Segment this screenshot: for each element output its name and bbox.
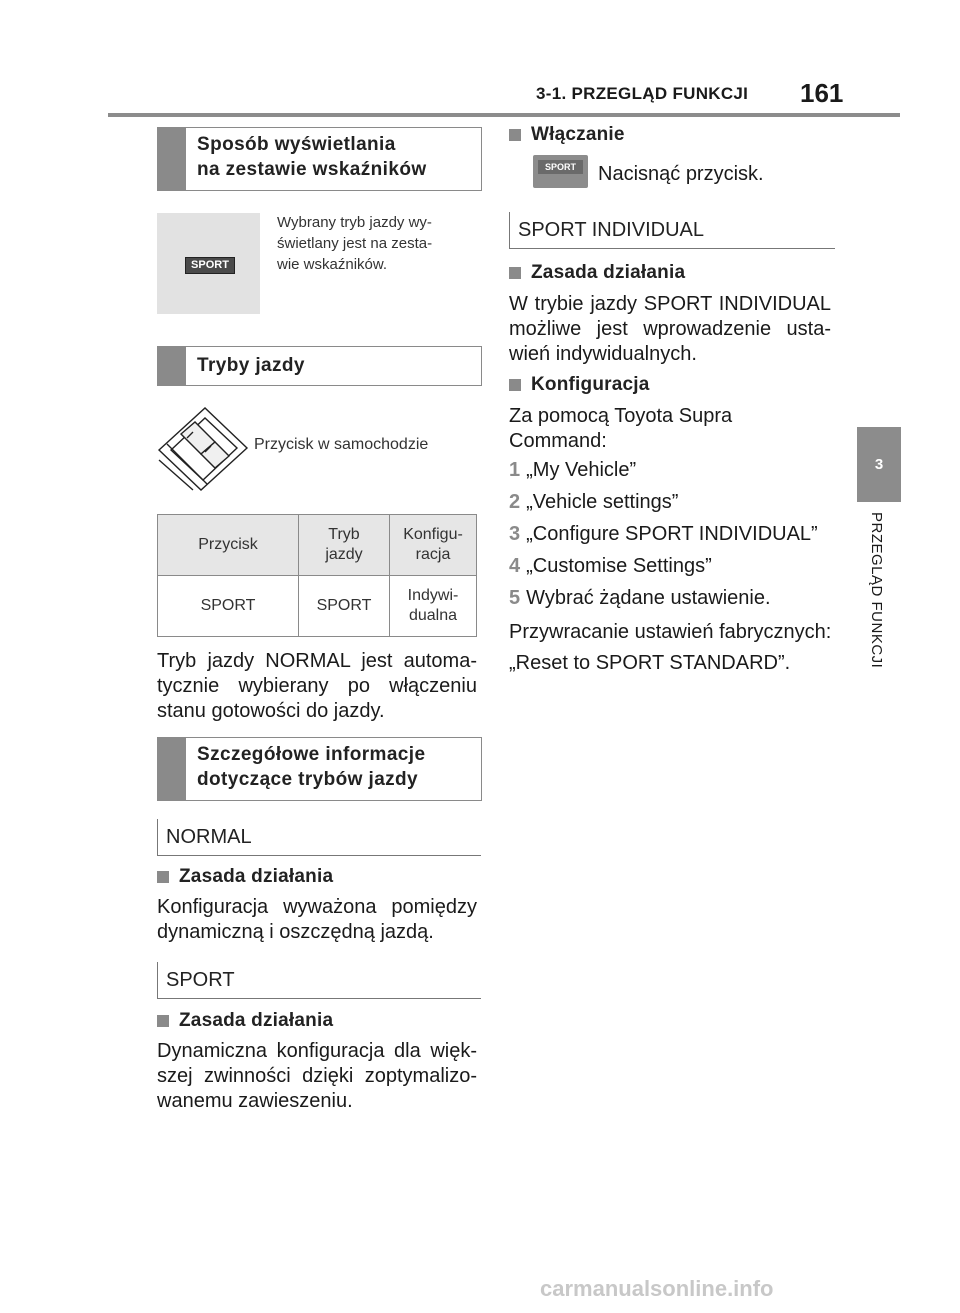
section-title-line: Tryby jazdy — [197, 355, 305, 376]
paragraph-line: możliwe jest wprowadzenie usta- — [509, 318, 831, 340]
table-cell — [390, 576, 477, 637]
table-header-cell — [390, 515, 477, 576]
section-title-line: dotyczące trybów jazdy — [197, 769, 419, 790]
individual-description — [509, 292, 831, 367]
step-number: 2 — [509, 491, 521, 513]
section-box-bar — [158, 128, 186, 190]
section-box-display — [157, 127, 482, 191]
step-text: „Customise Settings” — [526, 555, 712, 577]
subhead-text: Zasada działania — [179, 1010, 334, 1031]
section-title-line: na zestawie wskaźników — [197, 159, 427, 180]
table-row — [158, 576, 477, 637]
normal-description — [157, 895, 477, 945]
paragraph-line: dynamiczną i oszczędną jazdą. — [157, 921, 434, 943]
mode-heading-sport-individual — [509, 212, 835, 249]
paragraph-line: tycznie wybierany po włączeniu — [157, 675, 477, 697]
display-description — [277, 212, 432, 275]
table-header-text: Przycisk — [198, 536, 258, 553]
step-text: Wybrać żądane ustawienie. — [526, 587, 771, 609]
step-text: „Configure SPORT INDIVIDUAL” — [526, 523, 818, 545]
sport-badge: SPORT — [185, 257, 235, 274]
square-bullet-icon — [157, 871, 169, 883]
paragraph-line: Tryb jazdy NORMAL jest automa- — [157, 650, 477, 672]
display-desc-line: Wybrany tryb jazdy wy- — [277, 214, 432, 231]
subhead-activation — [509, 124, 625, 146]
list-item — [509, 587, 818, 619]
paragraph-line: Za pomocą Toyota Supra — [509, 405, 733, 427]
list-item — [509, 523, 818, 555]
paragraph-line: wanemu zawieszeniu. — [157, 1090, 353, 1112]
subhead-principle — [157, 1010, 333, 1032]
table-header-row — [158, 515, 477, 576]
paragraph-line: wień indywidualnych. — [509, 343, 697, 365]
table-cell: SPORT — [299, 576, 390, 637]
chapter-tab: 3 — [857, 427, 901, 502]
watermark: carmanualsonline.info — [540, 1276, 774, 1301]
section-box-details — [157, 737, 482, 801]
list-item — [509, 555, 818, 587]
console-button-illustration — [157, 400, 252, 495]
list-item — [509, 459, 818, 491]
configuration-intro — [509, 404, 732, 454]
paragraph-line: Command: — [509, 430, 607, 452]
paragraph-line: Dynamiczna konfiguracja dla więk- — [157, 1040, 477, 1062]
sport-button-label: SPORT — [538, 160, 583, 174]
table-header-text: racja — [415, 546, 451, 563]
mode-heading-sport — [157, 962, 481, 999]
header-rule — [108, 113, 900, 117]
section-title-line: Szczegółowe informacje — [197, 744, 426, 765]
square-bullet-icon — [157, 1015, 169, 1027]
step-text: „My Vehicle” — [526, 459, 637, 481]
sport-button-image — [533, 155, 588, 188]
paragraph-line: szej zwinności dzięki zoptymalizo- — [157, 1065, 477, 1087]
button-caption: Przycisk w samochodzie — [254, 436, 429, 453]
step-number: 4 — [509, 555, 521, 577]
subhead-text: Konfiguracja — [531, 374, 650, 395]
sport-description — [157, 1039, 477, 1114]
mode-heading-text: NORMAL — [166, 826, 252, 848]
mode-heading-normal — [157, 819, 481, 856]
cluster-display-image — [157, 213, 260, 314]
paragraph-line: W trybie jazdy SPORT INDIVIDUAL — [509, 293, 831, 315]
list-item — [509, 491, 818, 523]
step-number: 5 — [509, 587, 521, 609]
table-header-cell — [158, 515, 299, 576]
table-cell-text: dualna — [408, 607, 458, 624]
section-box-bar — [158, 738, 186, 800]
table-cell-text: Indywi- — [407, 587, 459, 604]
paragraph-line: stanu gotowości do jazdy. — [157, 700, 385, 722]
section-title-line: Sposób wyświetlania — [197, 134, 396, 155]
table-header-text: Tryb — [328, 526, 360, 543]
page-number: 161 — [800, 78, 844, 108]
press-instruction: Nacisnąć przycisk. — [598, 163, 764, 185]
modes-table — [157, 514, 477, 637]
section-box-modes — [157, 346, 482, 386]
table-cell: SPORT — [158, 576, 299, 637]
subhead-configuration — [509, 374, 650, 396]
mode-heading-text: SPORT — [166, 969, 235, 991]
factory-reset-label: Przywracanie ustawień fabrycznych: — [509, 621, 832, 643]
section-box-bar — [158, 347, 186, 385]
step-text: „Vehicle settings” — [526, 491, 679, 513]
mode-heading-text: SPORT INDIVIDUAL — [518, 219, 704, 241]
chapter-side-label: PRZEGLĄD FUNKCJI — [868, 512, 885, 669]
subhead-text: Zasada działania — [179, 866, 334, 887]
display-desc-line: wie wskaźników. — [277, 256, 388, 273]
steps-list — [509, 459, 818, 619]
factory-reset-item: „Reset to SPORT STANDARD”. — [509, 652, 791, 674]
square-bullet-icon — [509, 267, 521, 279]
step-number: 3 — [509, 523, 521, 545]
display-desc-line: świetlany jest na zesta- — [277, 235, 433, 252]
table-header-cell — [299, 515, 390, 576]
subhead-text: Zasada działania — [531, 262, 686, 283]
chapter-title: 3-1. PRZEGLĄD FUNKCJI — [536, 84, 749, 103]
paragraph-line: Konfiguracja wyważona pomiędzy — [157, 896, 477, 918]
subhead-text: Włączanie — [531, 124, 625, 145]
step-number: 1 — [509, 459, 521, 481]
subhead-principle — [157, 866, 333, 888]
square-bullet-icon — [509, 129, 521, 141]
normal-default-paragraph — [157, 649, 477, 724]
table-header-text: Konfigu- — [403, 526, 463, 543]
subhead-principle — [509, 262, 685, 284]
table-header-text: jazdy — [325, 546, 363, 563]
square-bullet-icon — [509, 379, 521, 391]
